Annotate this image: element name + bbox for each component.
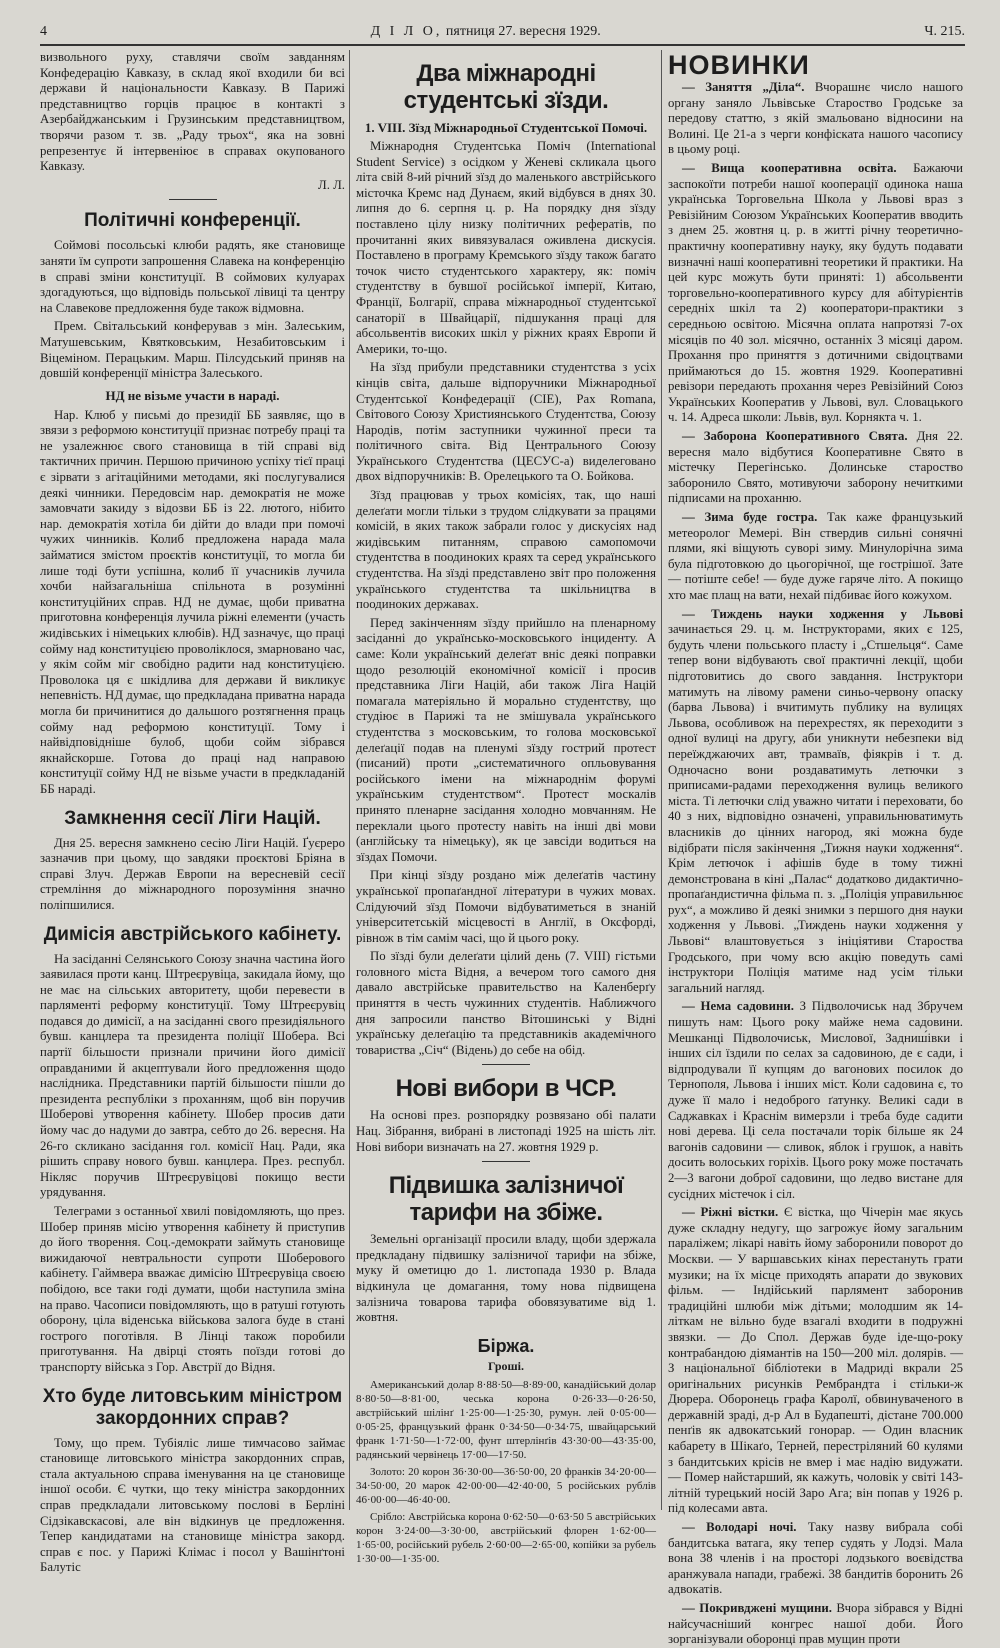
news-item-title: — Вища кооперативна освіта. <box>682 160 897 175</box>
subheading-congress-1: 1. VIII. Зїзд Міжнародньої Студентської Помочі. <box>364 120 648 135</box>
headline-czech-elections: Нові вибори в ЧСР. <box>395 1075 617 1103</box>
column-right <box>668 50 964 1647</box>
page-number: 4 <box>40 24 47 39</box>
news-item-title: — Тиждень науки ходження у Львові <box>682 606 963 621</box>
subheading-nd: НД не візьме участи в нараді. <box>105 387 280 403</box>
headline-political-conferences: Політичні конференції. <box>84 210 301 232</box>
rates-silver: Срібло: Австрійська корона 0·62·50—0·63·50 5 австрійських корон 3·24·00—3·30·00, австрійський флорен 1·62·00—1·65·00, російський рубель 2·60·00—2·65·00, копійки за рубель 1·30·00—1·35·00. <box>356 1510 656 1565</box>
news-item-text: Таку назву вибрала собі бандитська ватага, яку тепер судять у Лодзі. Мала вона 38 членів і на просторі лодзького воєвідства аранжувала напади, грабежі. 38 бандитів боронить 26 адвокатів. <box>668 1520 963 1597</box>
news-item-title: — Заняття „Діла“. <box>682 80 805 94</box>
news-item <box>668 1601 963 1648</box>
rates-currency: Американський долар 8·88·50—8·89·00, канадійський долар 8·80·50—8·81·00, чеська корона 0·26·33—0·26·50, австрійський шілінґ 1·25·00—1·25·30, румун. лей 0·05·00—0·05·25, французький франк 0·34·50—0·34·75, швайцарський франк 1·71·50—1·72·00, фунт штерлінґів 43·30·00—43·35·00, радянський червінець 17·00—17·50. <box>356 1378 656 1461</box>
news-item-text: Так каже французький метеоролог Мемері. Він ствердив сильні сонячні плями, які віщують суворі зиму. Минулорічна зима була підготовкою до цьогорічної, ще гострішої. Зате — потіште себе! — буде дуже гаряче літо. А покищо хто має плащ на вати, нехай підбиває його кожухом. <box>668 510 964 602</box>
article-text: Земельні організації просили владу, щоби здержала предкладану підвишку залізничої тарифи на збіже, муку й ометицю до 1. листопада 1930 р. Влада відкинула це домагання, тому нова підвищена залізнича товарова тарифа обовязуватиме від 1. жовтня. <box>356 1232 656 1325</box>
article-text: Нар. Клюб у письмі до президії ББ заявляє, що в звязи з реформою конституції признає потребу праці та не узалежнює свого становища в тій справі від тактичних причин. Першою причиною успіху тієї праці є зірвати з агітаційними методами, які послугувалися деякі чинники. Передовсім нар. демократія не може замовчати закиду з відозви ББ із 22. лютого, нібито нар. демократія хотіла би дійти до влади при помочі чужих чинників. Колиб предложена нарада мала займатися змістом проєктів конституції, то могла би лише тоді бути успішна, колиб її учасників лучила хочби найзагальніша спільнота в розумінні конституційних справ. НД не думає, щоби приватна приготовна конференція лучила ріжні елементи (участь жидівських і німецьких клюбів). НД зазначує, що праці сойму над конституцією проволіклося, змарновано час, у якім сойм міг свобідно радити над конституцією. Проволока ця є шкідлива для держави й викликує непевність. НД думає, що предкладана приватна нарада могла би причинитися до дальшого розтягнення праць сойму над реформою конституції. Тому і найвідповідніше булоб, щоби сойм зібрався якнайскорше. Готова до праці над направою конституції сойму НД не візьме участи в предкладаній ББ нараді. <box>40 407 345 796</box>
column-rule <box>349 50 350 1510</box>
paper-title: Д І Л О, <box>370 24 443 39</box>
news-item <box>668 607 963 997</box>
column-rule <box>661 50 662 1510</box>
news-item-text: Є вістка, що Чічерін має якусь дуже складну недугу, що загрожує йому загальним параліжем; лікарі навіть йому заборонили поворот до Москви. — У варшавських кінах перестануть грати музики; на їх місце приходять апарати до звукових фільм. — Індійський парлямент заборонив традиційні шлюби між дітьми; молодшим як 14-літкам не вільно буде взагалі входити в подружні звязки. — До Спол. Держав буде іде-що-року контрабандою діямантів на 150—200 міл. долярів. — З національної бібліотеки в Мадриді вкрали 25 оригінальних рисунків Рембрандта і стільки-ж Дюрера. Оборонець графа Каролї, обвинуваченого в державній зраді, д-р Ал в Будапешті, дістане 700.000 пенґів як адвокатський гонорар. — Один власник кабарету в Шікаґо, Терней, перестріляний 60 кулями з бандитських крісів не вмер і має надію видужати. — Помер найстарший, як кажуть, чоловік у світі 143-літній турецький носій Заро Ага; він попав у 1926 р. під колесами авта. <box>668 1205 964 1516</box>
news-item-text: зачинається 29. ц. м. Інструкторами, яких є 125, будуть члени польського пласту і „Стшельця“. Саме тепер вони відбувають свої практичні лекції, щоби підготовитись до свого завдання. Інструктори матимуть на лівому рамени синьо-червону опаску (барва Львова) і вчитимуть публику на вулицях Львова, особливож на перехрестях, як переходити з одної вулиці на другу, аби уникнути небезпеки від переїжджаючих авт, трамваїв, фіякрів і т. д. Одночасно вони роздаватимуть летючки з приписами-радами переходження вулиць великого міста. Ті летючки слід уважно читати і переховати, бо 40 з них, відповідно означені, управильнюватимуть власників до цінних нагород, які можна буде відібрати після закінчення „Тижня науки ходження“. Крім летючок і афішів буде в тому тижні демонстрована в кіні „Палас“ додатково дидактично-пропаґандистична фільма п. з. „Поліція управильнює рух“, а можливо й деякі знимки з першого дня науки ходження у Львові. „Тиждень науки ходження у Львові“ влаштовується з ініціятиви Староства Гродського, при чому всю акцію поведуть самі інструктори Поліція матиме над усім тільки загальний нагляд. <box>668 622 963 995</box>
divider <box>482 1161 530 1162</box>
page-header <box>40 20 965 46</box>
headline-railway-tariff: Підвишка залізничої тарифи на збіже. <box>388 1172 624 1227</box>
news-item-title: — Володарі ночі. <box>682 1520 797 1535</box>
headline-league-session: Замкнення сесії Ліги Націй. <box>64 807 321 829</box>
news-item <box>668 510 963 604</box>
article-text: Перед закінченням зїзду прийшло на пленарному засіданні до українсько-московського інциденту. А саме: Коли український делеґат вніс деякі поправки щодо резолюцій економічної комісії і просив представника Ліги Націй, аби також Ліга Націй помагала матеріяльно й морально студентству, що студіює в Парижі та не змішувала українського студентства з московським, то голова московської делеґації подав на пленумі зїзду гострий протест (писаний) проти „систематичного опльовування російського імени на міжнароднім форумі українським студентством“. Протест москалів принято пленарне засідання холодно мовчанням. Не переклали цього протесту навіть на інші дві мови (англійську та німецьку), як це завсіди водиться на зїздах Помочи. <box>356 615 656 864</box>
news-item <box>668 161 963 426</box>
article-text: Телеграми з останньої хвилі повідомляють, що през. Шобер приняв місію утворення кабінету й приступив до його творення. Соц.-демократи займуть становище вижидаючої невтральности супроти Шоберового кабінету. Гаймвера вважає димісію Штреєрувіца своєю побідою, все таки годі думати, щоби наступила зміна на право. Часописи повідомляють, що в ратуші готують оборону, ціла віденська військова залога буде в стані гострого поготівля. В Лінці також поробили приготування. На двірці стоять поїзди готові до транспорту війська з Гор. Австрії до Відня. <box>40 1204 345 1374</box>
news-item <box>668 429 963 507</box>
news-item-text: Вчорашнє число нашого органу заняло Львівське Староство Гродське за передову статтю, з якій змальовано відносини на Волині. Це 21-а з черги конфіската нашого часопису в цьому році. <box>668 80 964 157</box>
article-text: визвольного руху, ставлячи своїм завданням Конфедерацію Кавказу, в склад якої входили би всі держави й національности Кавказу. В Парижі представництво горців працює в контакті з Азербайджанським і Грузинським представництвом, творячи разом т. зв. „Раду трьох“, яка на зовні репрезентує й інтервеніює в справах окупованого Кавказу. <box>40 50 345 174</box>
news-item-text: З Підволочиськ над Збручем пишуть нам: Цього року майже нема садовини. Мешканці Підволочиськ, Мислової, Задниш́івки і інших сіл їздили по селах за садовиною, де є сади, і відпродували її купцям до вагонових посилок до Тернополя, Львова і інших міст. Коли садовина є, то дуже її мало і недоброго ґатунку. Великі сади в Саджавках і Краснім вимерзли і треба буде садити нові дерева. Ці села постачали торік більше як 24 вагонів садовини — сливок, яблок і грушок, а навіть досить волоських горіхів. Цього року може постачать 2—3 вагони доброї садовини, що ледво вистане для сусідних містечок і сіл. <box>668 999 964 1201</box>
rates-gold: Золото: 20 корон 36·30·00—36·50·00, 20 франків 34·20·00—34·50·00, 20 марок 42·00·00—42·40·00, 5 російських рублів 46·00·00—46·40·00. <box>356 1465 656 1506</box>
column-left <box>40 50 345 1575</box>
news-item <box>668 999 963 1202</box>
news-item-text: Вчора зібрався у Відні найсучасніший конгрес нашої доби. Його зорганізували оборонці прав мущин проти <box>668 1601 963 1647</box>
article-text: Міжнародня Студентська Поміч (International Student Service) з осідком у Женеві скликала цього літа свій 8-ий річний зїзд до маленького австрійського місточка Кремс над Дунаєм, який відбувся в днях 30. липня до 6. серпня ц. р. На порядку дня зїзду поставлено цілу низку політичних рефератів, по прочитанні яких вивязувалася оживлена дискусія. Поставлено в програму Кремського зїзду також багато точок чисто студентського характеру, як: поміч студентству в бувшої російської імперії, Китаю, Франції, Болгарії, справа міжнародньої студентської санаторії в Швайцарії, підшукання праці для абсольвентів високих шкіл у ріжних краях Европи й Америки, то-що. <box>356 139 656 356</box>
headline-lithuanian-minister: Хто буде литовським міністром закордонних справ? <box>42 1385 343 1429</box>
news-item-title: — Зима буде гостра. <box>682 510 818 525</box>
divider <box>482 1064 530 1065</box>
news-item-title: — Заборона Кооперативного Свята. <box>682 429 908 444</box>
article-text: По зїзді були делеґати цілий день (7. VIII) гістьми головного міста Відня, а вечером того самого дня давало австрійське правительство на Каленберґу приняття в честь чужинних студентів. Наближчого дня запросили панство Вітошинські у Відні українську делеґацію та представників академічного товариства „Січ“ (Відень) до себе на обід. <box>356 949 656 1057</box>
header-center <box>371 24 601 40</box>
divider <box>169 199 217 200</box>
subheading-money: Гроші. <box>487 1358 525 1373</box>
issue-date: пятниця 27. вересня 1929. <box>445 24 601 39</box>
article-text: Зїзд працював у трьох комісіях, так, що наші делеґати могли тільки з трудом слідкувати за працями комісій, в яких також забрали голос у дискусіях над жидівським питанням, справою самопомочи студентства в поодиноких краях та серед українського студентства. На зїзді представлено звіт про положення українського студентства та шкільництва в поодиноких державах. <box>356 488 656 612</box>
article-text: Соймові посольські клюби радять, яке становище заняти їм супроти запрошення Славека на конференцію в справі зміни конституції. В соймових кулуарах здогадуються, що відповідь польської лівиці та центру на Славекове предложення буде також відмовна. <box>40 238 345 315</box>
article-text: Тому, що прем. Тубіяліс лише тимчасово займає становище литовського міністра закордонних справ, стала актуальною справа іменування на це становище іншої особи. Є чутки, що теку міністра закордонних справ предкладали литовському послові в Берліні Сідзікавскасові, але він відкинув це предложення. Тепер кандидатами на становище міністра закорд. справ є пос. у Парижі Клімас і посол у Вашінґтоні Балутіс <box>40 1435 345 1575</box>
news-item-text: Дня 22. вересня мало відбутися Кооперативне Свято в містечку Перегінсько. Долинське староство заборонило Свято, мотивуючи заборону нечиткими підписами на проханню. <box>668 429 963 506</box>
article-text: Прем. Світальський конферував з мін. Залеським, Матушевським, Квятковським, Незабитовським і Віцеміном. Перацьким. Марш. Пілсудський приняв на довшій конференції міністра Залеського. <box>40 319 345 381</box>
news-item-title: — Ріжні вістки. <box>682 1205 779 1220</box>
headline-exchange: Біржа. <box>477 1335 535 1356</box>
news-item-title: — Покривджені мущини. <box>682 1601 832 1615</box>
issue-number: Ч. 215. <box>924 24 965 39</box>
headline-student-congresses: Два міжнародні студентські зїзди. <box>403 60 609 114</box>
author-signature: Л. Л. <box>318 177 345 192</box>
news-item-text: Бажаючи заспокоїти потреби нашої кооперації одинока наша українська Торговельна Школа у Львові враз з Ревізійним Союзом Українських Кооператив вводить з днем 25. жовтня ц. р. в житті річну теоретично-практичну кооперативну науку, яку будуть подавати визначні наші кооперативні теоретики й практики. На цей курс можуть бути приняті: 1) абсольвенти торговельно-кооперативного курсу для абітурієнтів середніх шкіл та 2) кооператори-практики з середньою освітою. Місячна оплата напротязі 7-ох місяців по 40 зол. місячно, останніх 3 місяці даром. Прохання про приняття з дотичними свідоцтвами приймаються до 15. жовтня 1929. Кооперативні ревізори передають прохання через Ревізійний Союз Українських Кооператив у Львові, вул. Словацького ч. 14. Адреса школи: Львів, вул. Корнякта ч. 1. <box>668 160 963 425</box>
article-text: На основі през. розпорядку розвязано обі палати Нац. Зібрання, вибрані в листопаді 1925 на шість літ. Нові вибори визначать на 27. жовтня 1929 р. <box>356 1108 656 1154</box>
headline-news: НОВИНКИ <box>668 50 810 80</box>
news-item <box>668 1205 963 1517</box>
column-center <box>356 50 656 1565</box>
exchange-rates <box>356 1378 656 1566</box>
article-text: Дня 25. вересня замкнено сесію Ліги Націй. Ґуєреро зазначив при цьому, що завдяки проєктові Бріяна в справі Злуч. Держав Европи на вересневій сесії стремління до міжнародного порозуміння значно поліпшилися. <box>40 835 345 912</box>
article-text: На засіданні Селянського Союзу значна частина його заявилася проти канц. Штреєрувіца, закидала йому, що не має на сільських авторитету, щоби перевести в парляменті реформу конституції. Тому Штреєрувіц подався до димісії, а на засіданні свого президіяльного бувш. канцлера та президента поліції Шобера. Всі партії більшости признали причини його димісії оправданими й акцептували його предложення щодо наслідника. Представники партій більшости пішли до президента республіки з проханням, щоб він поручив Шоберові утворення кабінету. Шобер просив дати йому час до надуми до завтра, себто до 26. вересня. На 26-го скликано засідання гол. комісії Нац. Ради, яка рішить справу нового бувш. канцлера. През. республ. Нікляс поручив Штреєрувіцові покищо вести урядування. <box>40 951 345 1200</box>
article-text: При кінці зїзду роздано між делеґатів частину української пропаґандної літератури в чужих мовах. Слідуючий зїзд Помочи відбуватиметься в знаній університетській місцевості в Англії, в Оксфорді, рівнож в тім самім часі, що й цього року. <box>356 868 656 945</box>
headline-austrian-cabinet: Димісія австрійського кабінету. <box>43 923 342 945</box>
news-item-title: — Нема садовини. <box>682 999 794 1014</box>
news-item <box>668 80 963 158</box>
article-text: На зїзд прибули представники студентства з усіх кінців світа, дальше відпоручники Міжнародньої Студентської Конфедерації (CIE), Pax Romana, Світового Союзу Християнського Студентства, Союзу Народів, потім заступники чужинної преси та політичного світа. Від Центрального Союзу Українського Студентства (ЦЕСУС-а) виделеговано двох відпоручників: В. Орелецького та О. Бойкова. <box>356 360 656 484</box>
news-item <box>668 1520 963 1598</box>
